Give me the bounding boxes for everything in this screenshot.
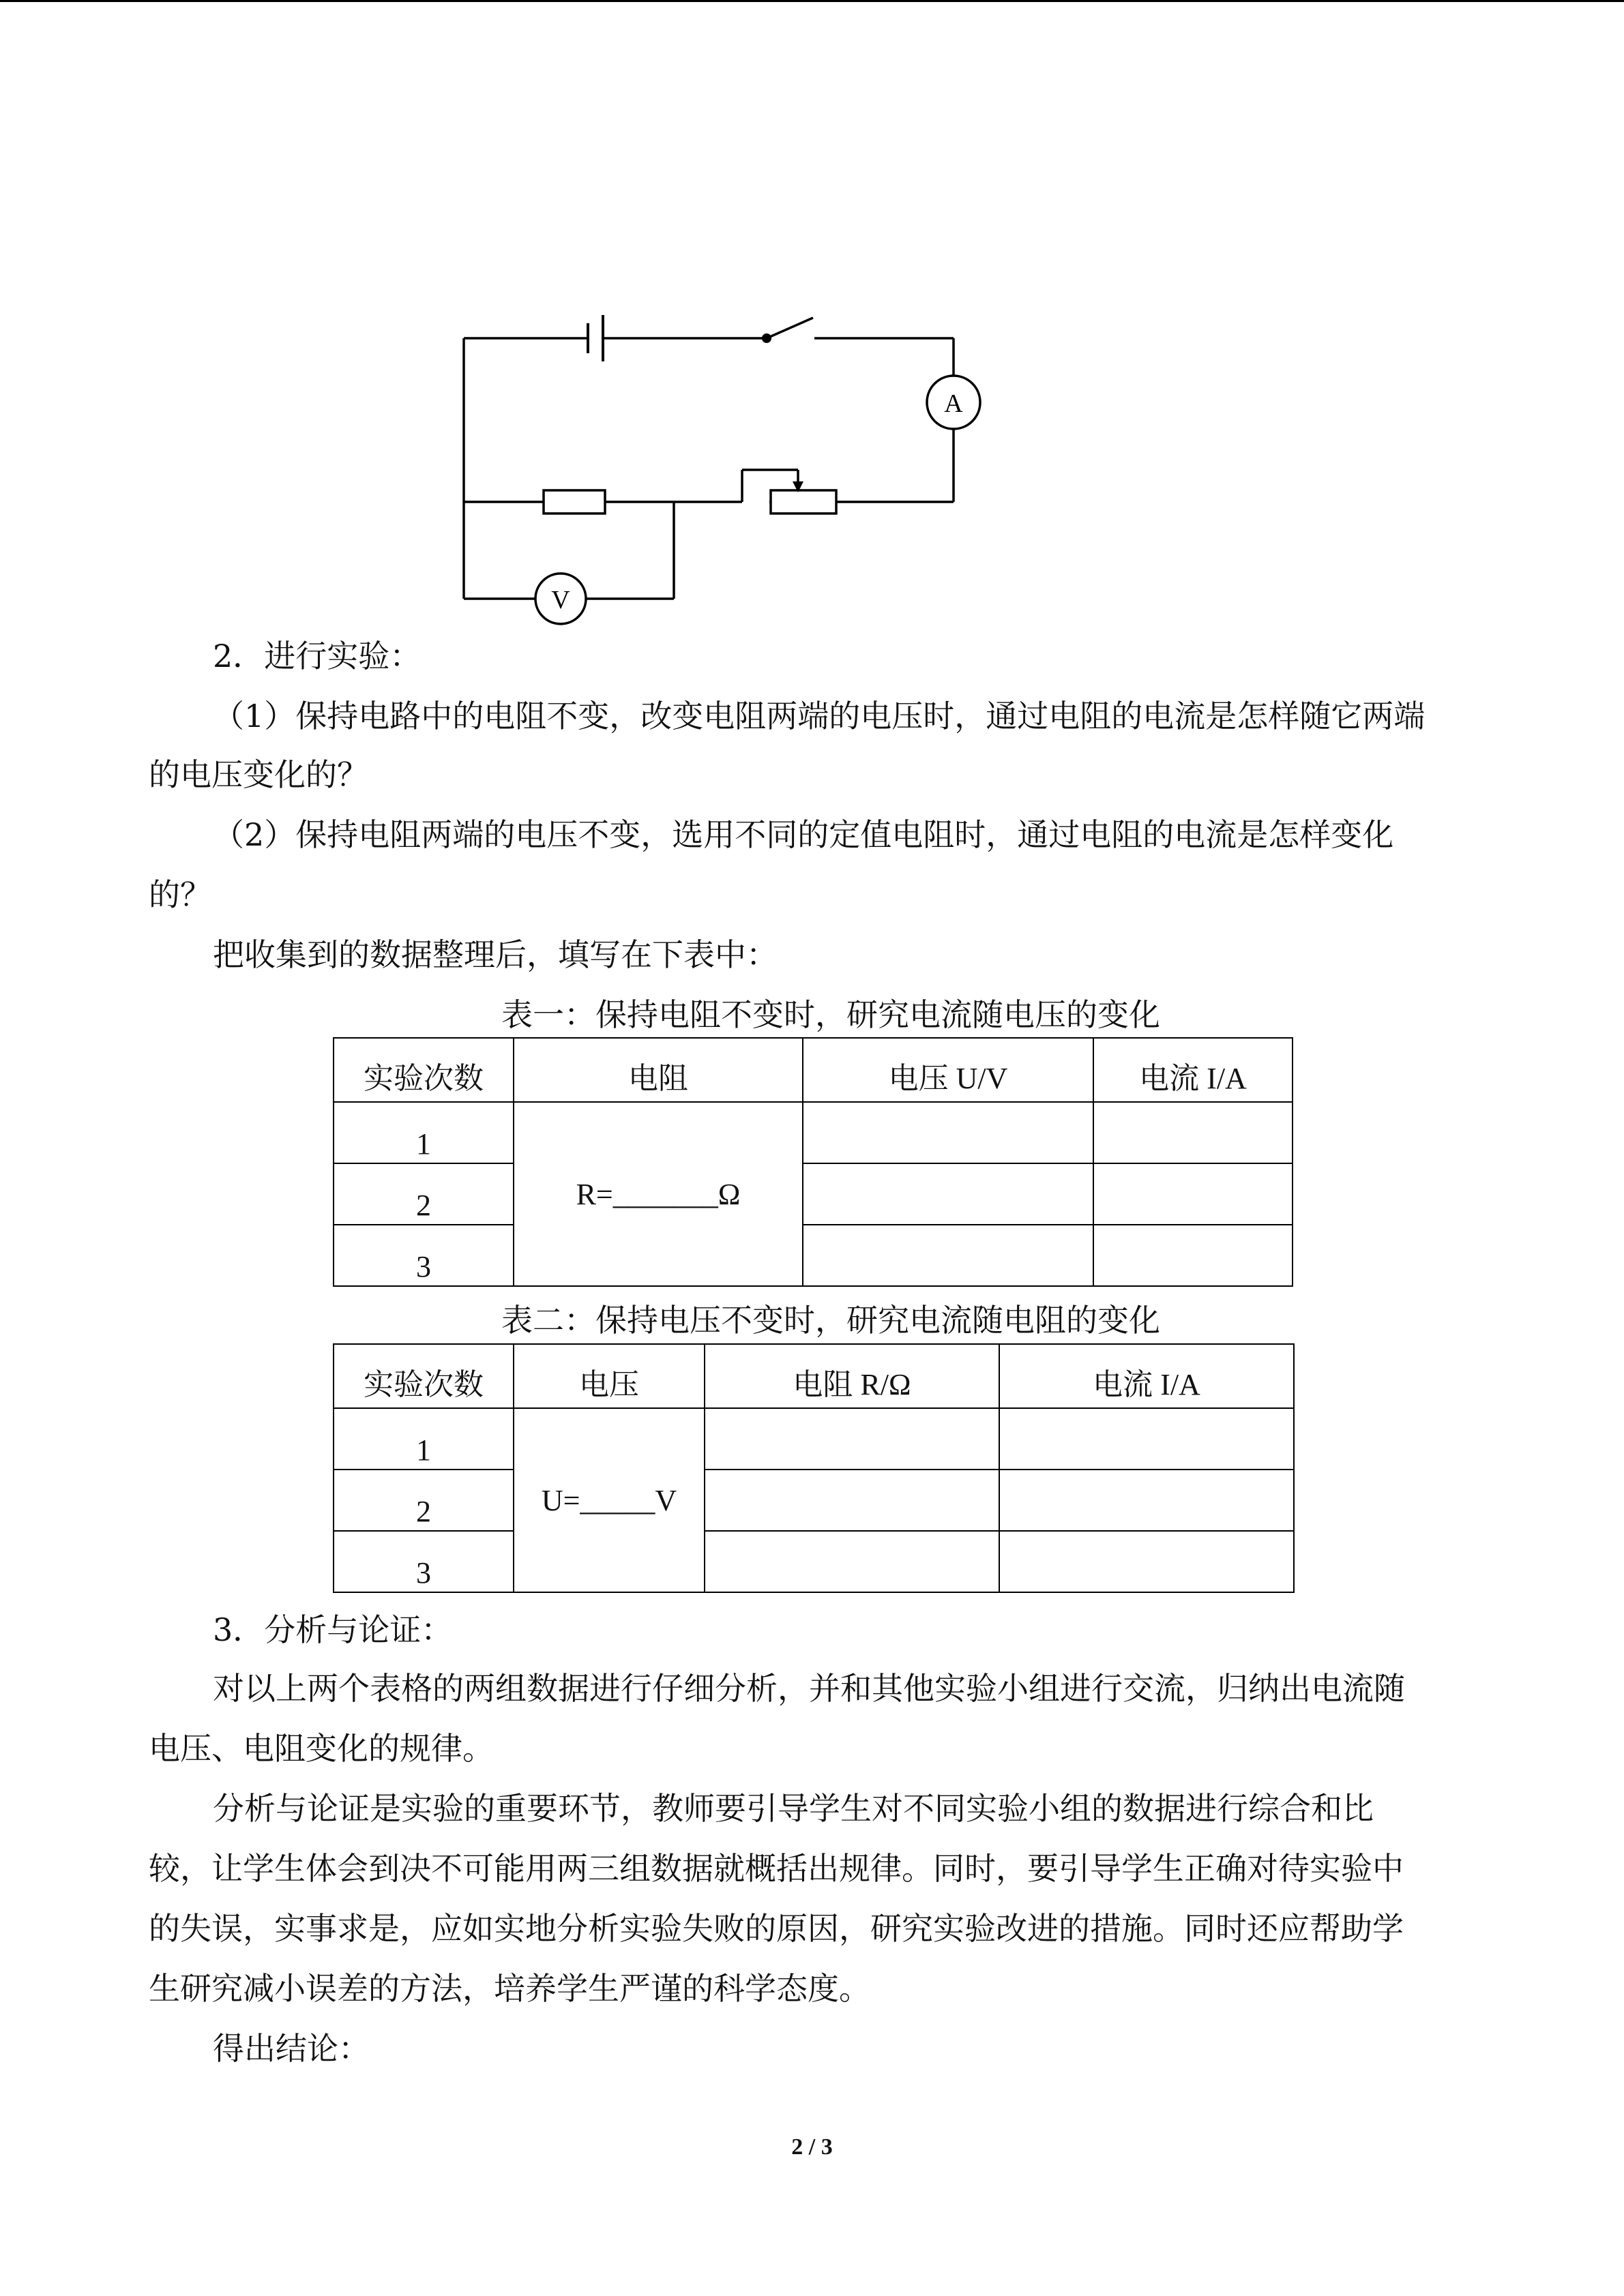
table-row <box>334 1408 1294 1470</box>
analysis-para2-line4: 生研究减小误差的方法，培养学生严谨的科学态度。 <box>149 1970 870 2007</box>
table2 <box>333 1343 1295 1593</box>
voltmeter-label: V <box>551 586 570 614</box>
table-row <box>334 1102 1293 1163</box>
question2-line1: （2）保持电阻两端的电压不变，选用不同的定值电阻时，通过电阻的电流是怎样变化 <box>213 816 1394 853</box>
table2-resistance-cell[interactable] <box>705 1408 999 1470</box>
rheostat-symbol <box>771 481 836 513</box>
table-row <box>334 1531 1294 1592</box>
table1-voltage-cell[interactable] <box>803 1102 1093 1163</box>
table1-current-cell[interactable] <box>1093 1102 1293 1163</box>
table1-voltage-cell[interactable] <box>803 1163 1093 1225</box>
table2-voltage-value[interactable]: U=_____V <box>514 1408 705 1592</box>
table1-header-resistance: 电阻 <box>514 1038 803 1102</box>
table1-voltage-cell[interactable] <box>803 1225 1093 1286</box>
section3-heading: 3．分析与论证： <box>213 1611 453 1648</box>
table2-header-trials: 实验次数 <box>334 1344 514 1408</box>
question2-line2: 的？ <box>149 876 211 913</box>
table1-resistance-value[interactable]: R=_______Ω <box>514 1102 803 1286</box>
table1-header-trials: 实验次数 <box>334 1038 514 1102</box>
table1-trial-number: 2 <box>334 1163 514 1225</box>
question1-line2: 的电压变化的？ <box>149 756 368 793</box>
analysis-para2-line3: 的失误，实事求是，应如实地分析实验失败的原因，研究实验改进的措施。同时还应帮助学 <box>149 1910 1404 1947</box>
battery-symbol <box>588 315 603 361</box>
circuit-diagram <box>0 0 1624 627</box>
table1 <box>333 1037 1293 1287</box>
table2-trial-number: 1 <box>334 1408 514 1470</box>
analysis-para1-line2: 电压、电阻变化的规律。 <box>149 1730 494 1767</box>
table2-header-voltage: 电压 <box>514 1344 705 1408</box>
table-row <box>334 1225 1293 1286</box>
table2-caption: 表二：保持电压不变时，研究电流随电阻的变化 <box>501 1302 1160 1339</box>
section2-heading: 2．进行实验： <box>213 638 422 674</box>
table2-header-current: 电流 I/A <box>999 1344 1294 1408</box>
analysis-para1-line1: 对以上两个表格的两组数据进行仔细分析，并和其他实验小组进行交流，归纳出电流随 <box>213 1670 1405 1707</box>
voltmeter-symbol <box>535 573 586 624</box>
table1-trial-number: 1 <box>334 1102 514 1163</box>
analysis-para2-line2: 较，让学生体会到决不可能用两三组数据就概括出规律。同时，要引导学生正确对待实验中 <box>149 1850 1404 1887</box>
fixed-resistor-symbol <box>544 490 605 513</box>
conclusion-label: 得出结论： <box>213 2030 370 2067</box>
table2-trial-number: 2 <box>334 1470 514 1531</box>
table-instruction: 把收集到的数据整理后，填写在下表中： <box>213 936 778 973</box>
analysis-para2-line1: 分析与论证是实验的重要环节，教师要引导学生对不同实验小组的数据进行综合和比 <box>213 1790 1374 1827</box>
ammeter-label: A <box>944 389 963 418</box>
table2-header-resistance: 电阻 R/Ω <box>705 1344 999 1408</box>
page-number: 2 / 3 <box>791 2134 833 2160</box>
table2-current-cell[interactable] <box>999 1408 1294 1470</box>
table1-trial-number: 3 <box>334 1225 514 1286</box>
table-row <box>334 1470 1294 1531</box>
table1-header-current: 电流 I/A <box>1093 1038 1293 1102</box>
question1-line1: （1）保持电路中的电阻不变，改变电阻两端的电压时，通过电阻的电流是怎样随它两端 <box>213 698 1426 734</box>
table2-header-row <box>334 1344 1294 1408</box>
table2-trial-number: 3 <box>334 1531 514 1592</box>
table2-resistance-cell[interactable] <box>705 1531 999 1592</box>
switch-symbol <box>762 318 813 343</box>
table1-header-voltage: 电压 U/V <box>803 1038 1093 1102</box>
table-row <box>334 1163 1293 1225</box>
ammeter-symbol <box>927 376 980 429</box>
table1-current-cell[interactable] <box>1093 1225 1293 1286</box>
table1-header-row <box>334 1038 1293 1102</box>
table1-caption: 表一：保持电阻不变时，研究电流随电压的变化 <box>501 996 1160 1033</box>
table2-current-cell[interactable] <box>999 1470 1294 1531</box>
table1-current-cell[interactable] <box>1093 1163 1293 1225</box>
table2-resistance-cell[interactable] <box>705 1470 999 1531</box>
table2-current-cell[interactable] <box>999 1531 1294 1592</box>
